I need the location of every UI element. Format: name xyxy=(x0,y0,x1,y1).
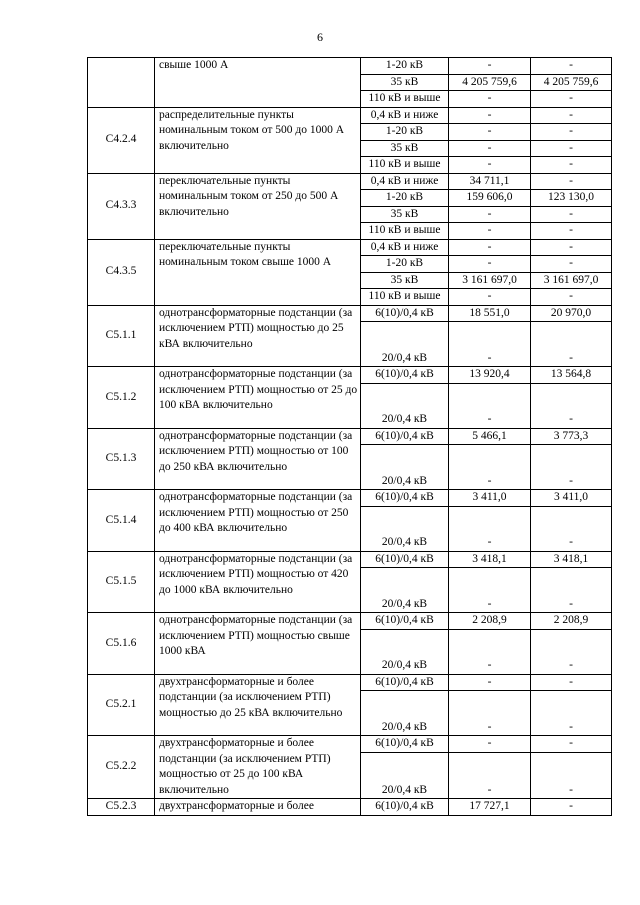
voltage-level: 1-20 кВ xyxy=(361,58,449,75)
value-column-2: - xyxy=(531,736,612,753)
voltage-level: 6(10)/0,4 кВ xyxy=(361,674,449,691)
voltage-level: 6(10)/0,4 кВ xyxy=(361,799,449,816)
row-code: С5.1.1 xyxy=(88,305,155,367)
voltage-level: 110 кВ и выше xyxy=(361,157,449,174)
value-column-2: - xyxy=(531,691,612,736)
value-column-2: - xyxy=(531,383,612,428)
row-code: С5.2.3 xyxy=(88,799,155,816)
value-column-2: 3 161 697,0 xyxy=(531,272,612,289)
value-column-1: 3 418,1 xyxy=(449,551,531,568)
voltage-level: 20/0,4 кВ xyxy=(361,445,449,490)
value-column-1: - xyxy=(449,674,531,691)
value-column-1: - xyxy=(449,256,531,273)
value-column-1: 3 411,0 xyxy=(449,490,531,507)
value-column-2: - xyxy=(531,256,612,273)
value-column-1: 18 551,0 xyxy=(449,305,531,322)
voltage-level: 6(10)/0,4 кВ xyxy=(361,305,449,322)
value-column-1: 2 208,9 xyxy=(449,613,531,630)
value-column-1: - xyxy=(449,736,531,753)
table-row xyxy=(88,367,612,384)
voltage-level: 35 кВ xyxy=(361,140,449,157)
voltage-level: 6(10)/0,4 кВ xyxy=(361,736,449,753)
table-row xyxy=(88,551,612,568)
row-code: С5.1.5 xyxy=(88,551,155,613)
row-code: С4.3.3 xyxy=(88,173,155,239)
row-code: С5.1.3 xyxy=(88,428,155,490)
value-column-2: - xyxy=(531,568,612,613)
row-description: двухтрансформаторные и более xyxy=(155,799,361,816)
value-column-2: - xyxy=(531,445,612,490)
voltage-level: 110 кВ и выше xyxy=(361,223,449,240)
voltage-level: 110 кВ и выше xyxy=(361,289,449,306)
value-column-1: 4 205 759,6 xyxy=(449,74,531,91)
value-column-1: - xyxy=(449,58,531,75)
value-column-1: 13 920,4 xyxy=(449,367,531,384)
table-row xyxy=(88,173,612,190)
value-column-1: - xyxy=(449,629,531,674)
value-column-1: - xyxy=(449,223,531,240)
value-column-1: - xyxy=(449,206,531,223)
value-column-2: - xyxy=(531,239,612,256)
value-column-1: - xyxy=(449,91,531,108)
table-row xyxy=(88,736,612,753)
voltage-level: 1-20 кВ xyxy=(361,124,449,141)
value-column-2: - xyxy=(531,629,612,674)
value-column-2: - xyxy=(531,140,612,157)
voltage-level: 20/0,4 кВ xyxy=(361,752,449,798)
voltage-level: 110 кВ и выше xyxy=(361,91,449,108)
row-code: С4.2.4 xyxy=(88,107,155,173)
row-code: С5.2.2 xyxy=(88,736,155,799)
value-column-2: 3 411,0 xyxy=(531,490,612,507)
value-column-2: - xyxy=(531,322,612,367)
row-code: С5.1.6 xyxy=(88,613,155,675)
voltage-level: 1-20 кВ xyxy=(361,256,449,273)
value-column-2: - xyxy=(531,173,612,190)
value-column-2: - xyxy=(531,206,612,223)
table-row xyxy=(88,58,612,75)
row-description: распределительные пункты номинальным током от 500 до 1000 А включительно xyxy=(155,107,361,173)
voltage-level: 35 кВ xyxy=(361,272,449,289)
row-description: двухтрансформаторные и более подстанции (за исключением РТП) мощностью до 25 кВА включительно xyxy=(155,674,361,736)
voltage-level: 20/0,4 кВ xyxy=(361,506,449,551)
value-column-1: - xyxy=(449,568,531,613)
value-column-2: - xyxy=(531,289,612,306)
value-column-1: - xyxy=(449,445,531,490)
row-description: двухтрансформаторные и более подстанции (за исключением РТП) мощностью от 25 до 100 кВА включительно xyxy=(155,736,361,799)
value-column-1: - xyxy=(449,322,531,367)
value-column-1: - xyxy=(449,506,531,551)
table-body xyxy=(88,58,612,816)
row-description: переключательные пункты номинальным током от 250 до 500 А включительно xyxy=(155,173,361,239)
value-column-1: 34 711,1 xyxy=(449,173,531,190)
table-row xyxy=(88,674,612,691)
value-column-1: - xyxy=(449,157,531,174)
row-code: С5.2.1 xyxy=(88,674,155,736)
page-number: 6 xyxy=(317,30,323,44)
value-column-2: - xyxy=(531,223,612,240)
value-column-2: - xyxy=(531,674,612,691)
value-column-1: - xyxy=(449,239,531,256)
voltage-level: 6(10)/0,4 кВ xyxy=(361,428,449,445)
value-column-2: 20 970,0 xyxy=(531,305,612,322)
value-column-2: 2 208,9 xyxy=(531,613,612,630)
value-column-1: 159 606,0 xyxy=(449,190,531,207)
value-column-1: 3 161 697,0 xyxy=(449,272,531,289)
voltage-level: 0,4 кВ и ниже xyxy=(361,107,449,124)
voltage-level: 35 кВ xyxy=(361,206,449,223)
value-column-1: - xyxy=(449,383,531,428)
voltage-level: 6(10)/0,4 кВ xyxy=(361,551,449,568)
value-column-2: 123 130,0 xyxy=(531,190,612,207)
row-description: однотрансформаторные подстанции (за исключением РТП) мощностью свыше 1000 кВА xyxy=(155,613,361,675)
value-column-1: - xyxy=(449,124,531,141)
row-code xyxy=(88,58,155,108)
row-code: С5.1.2 xyxy=(88,367,155,429)
value-column-1: - xyxy=(449,752,531,798)
value-column-1: - xyxy=(449,140,531,157)
value-column-1: - xyxy=(449,289,531,306)
voltage-level: 0,4 кВ и ниже xyxy=(361,239,449,256)
value-column-1: - xyxy=(449,691,531,736)
voltage-level: 6(10)/0,4 кВ xyxy=(361,490,449,507)
value-column-2: - xyxy=(531,91,612,108)
voltage-level: 6(10)/0,4 кВ xyxy=(361,613,449,630)
row-code: С4.3.5 xyxy=(88,239,155,305)
row-description: однотрансформаторные подстанции (за исключением РТП) мощностью от 420 до 1000 кВА включительно xyxy=(155,551,361,613)
value-column-2: 13 564,8 xyxy=(531,367,612,384)
value-column-1: 5 466,1 xyxy=(449,428,531,445)
table-row xyxy=(88,428,612,445)
voltage-level: 1-20 кВ xyxy=(361,190,449,207)
row-code: С5.1.4 xyxy=(88,490,155,552)
voltage-level: 0,4 кВ и ниже xyxy=(361,173,449,190)
row-description: однотрансформаторные подстанции (за исключением РТП) мощностью до 25 кВА включительно xyxy=(155,305,361,367)
voltage-level: 20/0,4 кВ xyxy=(361,383,449,428)
value-column-2: 3 418,1 xyxy=(531,551,612,568)
value-column-2: - xyxy=(531,799,612,816)
row-description: свыше 1000 А xyxy=(155,58,361,108)
table-row xyxy=(88,490,612,507)
value-column-2: - xyxy=(531,157,612,174)
voltage-level: 20/0,4 кВ xyxy=(361,629,449,674)
voltage-level: 20/0,4 кВ xyxy=(361,691,449,736)
value-column-2: 4 205 759,6 xyxy=(531,74,612,91)
value-column-2: - xyxy=(531,752,612,798)
value-column-1: 17 727,1 xyxy=(449,799,531,816)
table-row xyxy=(88,239,612,256)
tariff-table xyxy=(87,57,611,816)
table-row xyxy=(88,613,612,630)
row-description: однотрансформаторные подстанции (за исключением РТП) мощностью от 25 до 100 кВА включительно xyxy=(155,367,361,429)
value-column-2: - xyxy=(531,58,612,75)
value-column-2: - xyxy=(531,107,612,124)
value-column-1: - xyxy=(449,107,531,124)
voltage-level: 6(10)/0,4 кВ xyxy=(361,367,449,384)
value-column-2: 3 773,3 xyxy=(531,428,612,445)
voltage-level: 35 кВ xyxy=(361,74,449,91)
table-row xyxy=(88,305,612,322)
row-description: переключательные пункты номинальным током свыше 1000 А xyxy=(155,239,361,305)
value-column-2: - xyxy=(531,506,612,551)
row-description: однотрансформаторные подстанции (за исключением РТП) мощностью от 250 до 400 кВА включительно xyxy=(155,490,361,552)
table-row xyxy=(88,799,612,816)
row-description: однотрансформаторные подстанции (за исключением РТП) мощностью от 100 до 250 кВА включительно xyxy=(155,428,361,490)
voltage-level: 20/0,4 кВ xyxy=(361,322,449,367)
value-column-2: - xyxy=(531,124,612,141)
table-row xyxy=(88,107,612,124)
voltage-level: 20/0,4 кВ xyxy=(361,568,449,613)
